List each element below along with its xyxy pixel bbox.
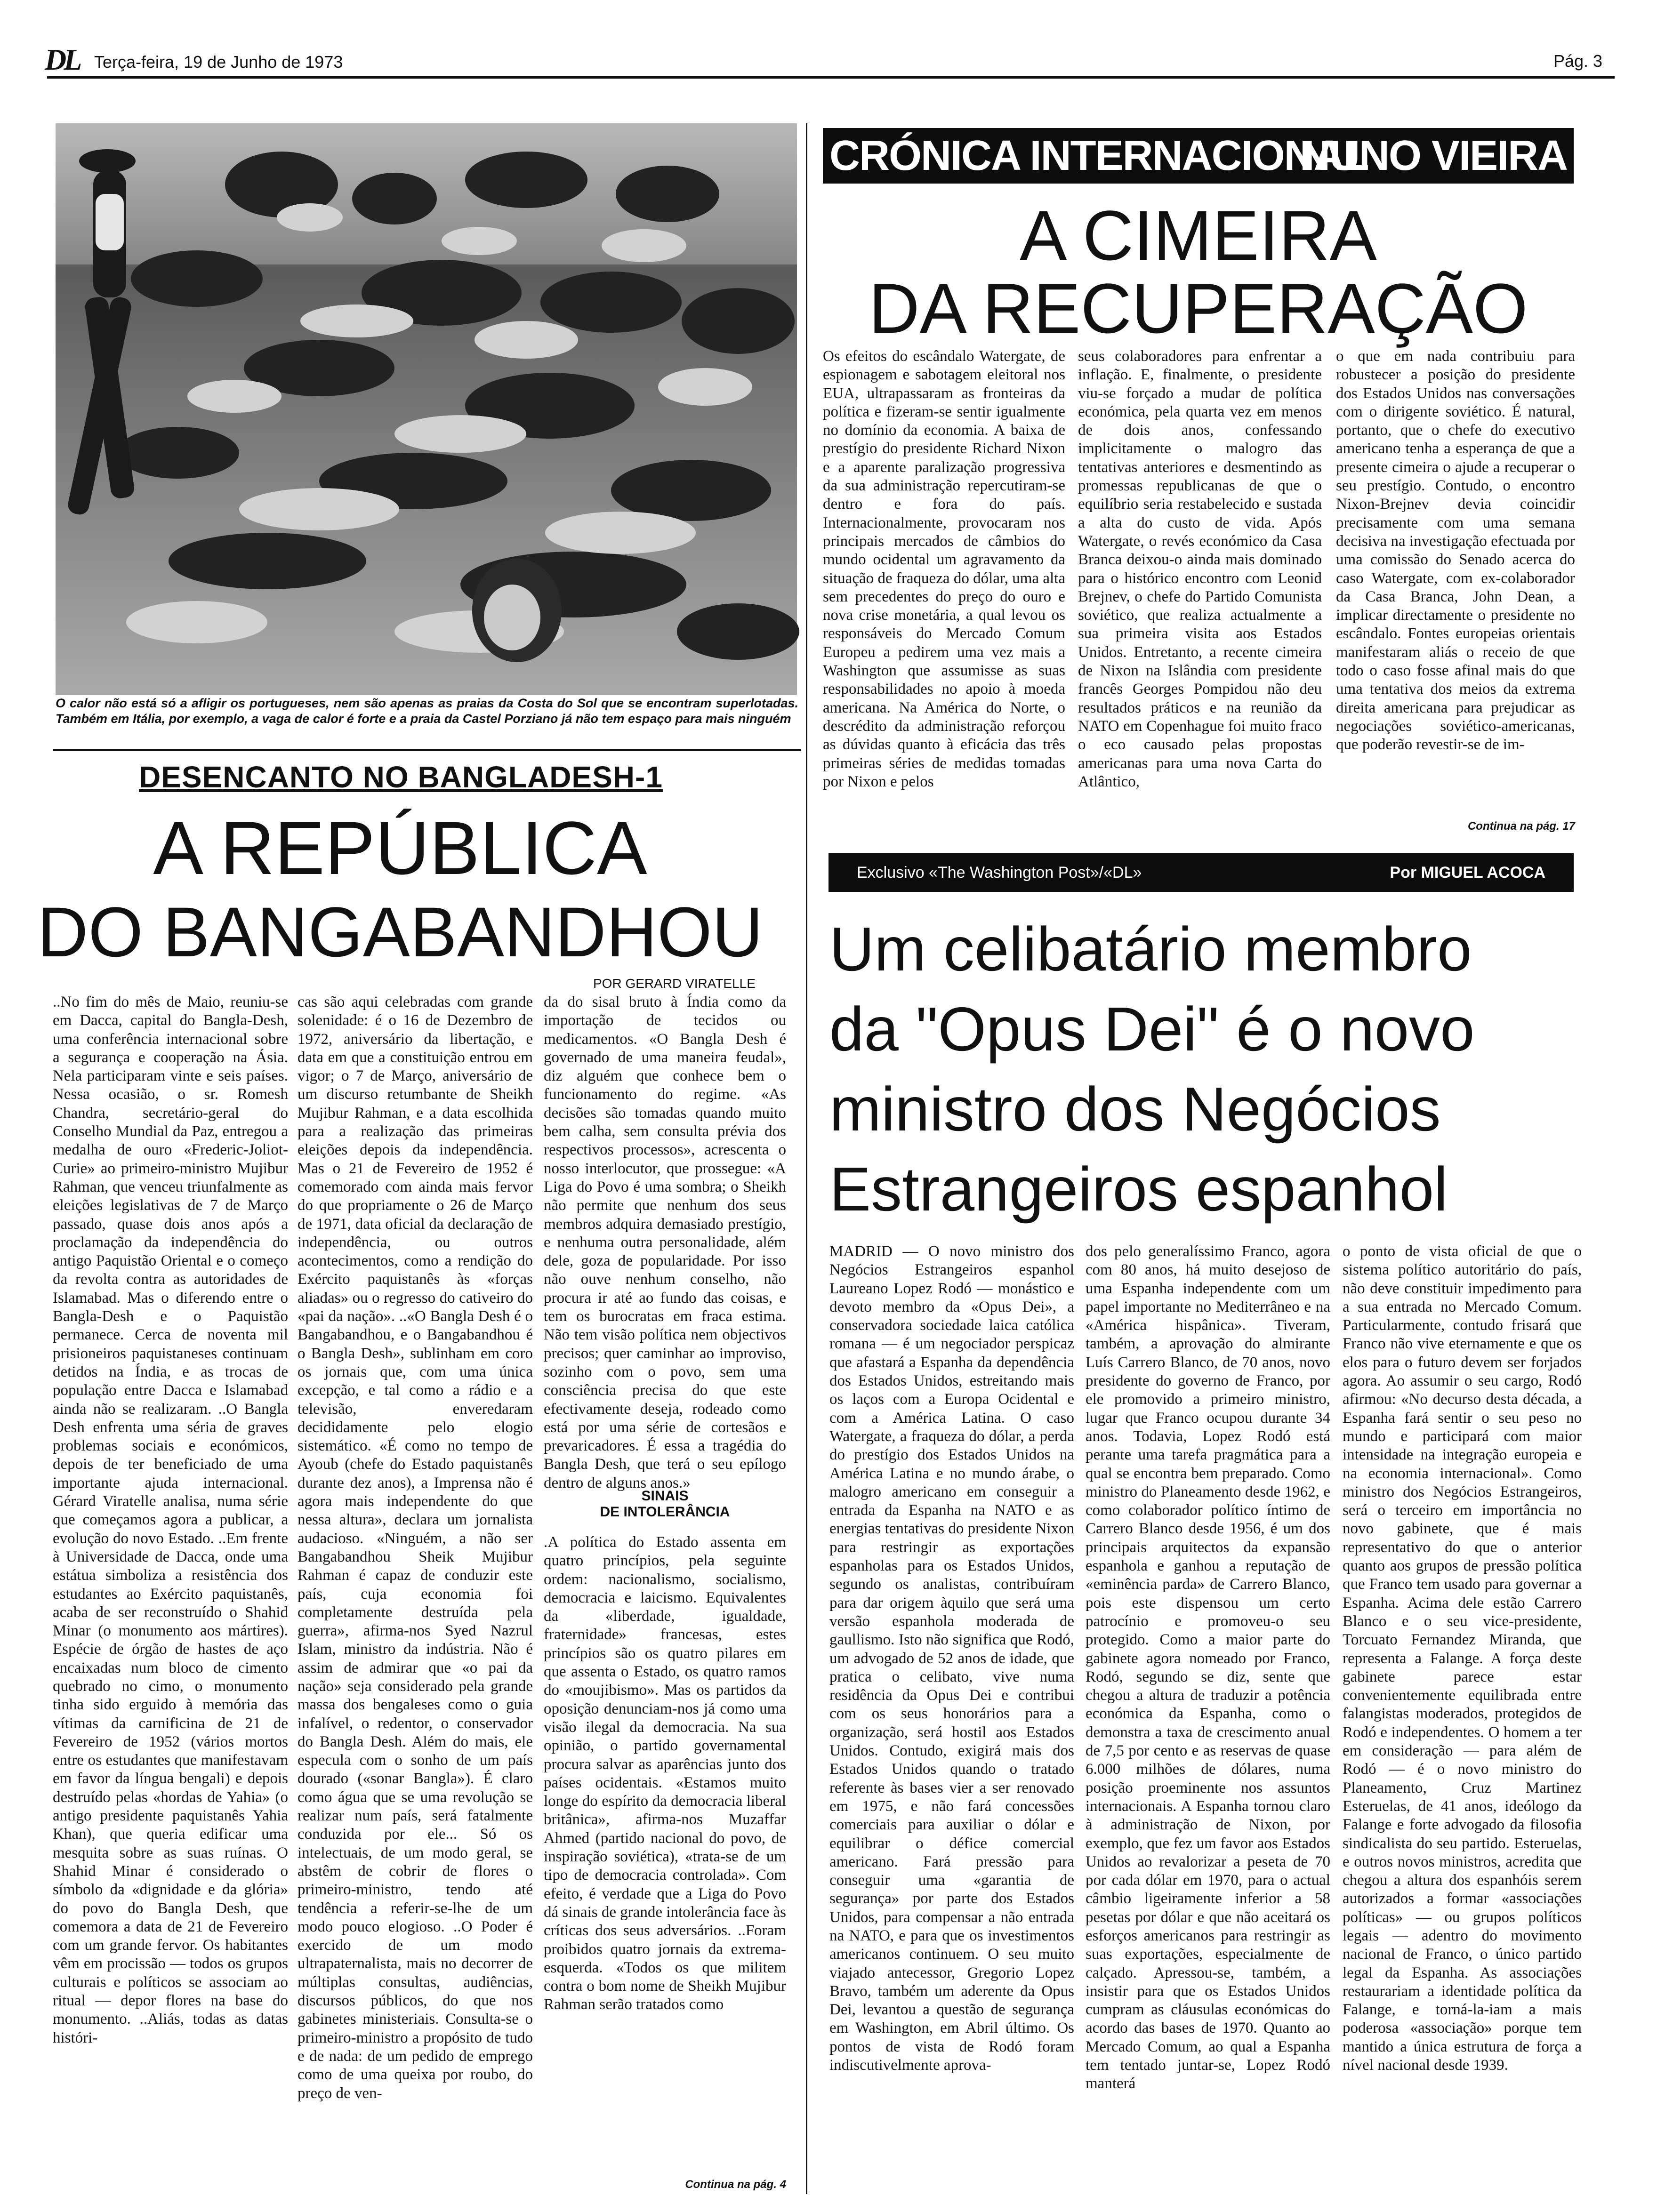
page-number: Pág. 3 bbox=[1553, 51, 1603, 71]
issue-date: Terça-feira, 19 de Junho de 1973 bbox=[94, 52, 343, 72]
caption-rule bbox=[53, 749, 801, 751]
bangladesh-continua: Continua na pág. 4 bbox=[685, 2178, 786, 2191]
cronica-author: NUNO VIEIRA bbox=[1299, 132, 1567, 179]
bangladesh-column-2: cas são aqui celebradas com grande solenidade: é o 16 de Dezembro de 1972, aniversário da libertação, e data em que a constituição entrou em vigor; o 7 de Março, aniversário de um discurso retumbante de Sheikh Mujibur Rahman, e a data escolhida para a realização das primeiras eleições depois da independência. Mas o 21 de Fevereiro de 1952 é comemorado com ainda mais fervor do que propriamente o 26 de Março de 1971, data oficial da declaração de independência, ou outros acontecimentos, como a rendição do Exército paquistanês às «forças aliadas» ou o regresso do cativeiro do «pai da nação». ..«O Bangla Desh é o Bangabandhou, e o Bangabandhou é o Bangla Desh», sublinham em coro os jornais que, com uma única excepção, e tal como a rádio e a televisão, enveredaram decididamente pelo elogio sistemático. «É como no tempo de Ayoub (chefe do Estado paquistanês durante dez anos), a Imprensa não é agora mais independente do que nessa altura», declara um jornalista audacioso. «Ninguém, a não ser Bangabandhou Sheik Mujibur Rahman é capaz de conduzir este país, cuja economia foi completamente destruída pela guerra», afirma-nos Syed Nazrul Islam, ministro da indústria. Não é assim de admirar que «o pai da nação» seja considerado pela grande massa dos bengaleses como o guia infalível, o redentor, o conservador do Bangla Desh. Além do mais, ele especula com o sonho de um país dourado («sonar Bangla»). É claro como água que se uma revolução se realizar num país, será fatalmente conduzida por ele... Só os intelectuais, de um modo geral, se abstêm de cobrir de flores o primeiro-ministro, tendo até tendência a referir-se-lhe de um modo pouco elogioso. ..O Poder é exercido de um modo ultrapaternalista, mais no decorrer de múltiplas consultas, audiências, discursos públicos, do que nos gabinetes ministeriais. Consulta-se o primeiro-ministro a propósito de tudo e de nada: de um pedido de emprego como de uma queixa por roubo, do preço de ven- bbox=[298, 994, 533, 2102]
photo-caption: O calor não está só a afligir os portugueses, nem são apenas as praias da Costa do Sol que se encontram superlotadas. Também em Itália, por exemplo, a vaga de calor é forte e a praia da Castel Porziano já não tem espaço para mais ninguém bbox=[56, 696, 798, 726]
opus-column-2: dos pelo generalíssimo Franco, agora com 80 anos, há muito desejoso de uma Espanha independente com um papel importante no Mediterrâneo e na «América hispânica». Tiveram, também, a aprovação do almirante Luís Carrero Blanco, de 70 anos, novo presidente do governo de Franco, por ele promovido a primeiro ministro, lugar que Franco ocupou durante 34 anos. Todavia, Lopez Rodó está perante uma tarefa pragmática para a qual se encontra bem preparado. Como ministro do Planeamento desde 1962, e como colaborador político íntimo de Carrero Blanco desde 1956, é um dos principais arquitectos da expansão espanhola e ganhou a reputação de «eminência parda» de Carrero Blanco, pois este dispensou um certo patrocínio e promoveu-o seu protegido. Como a maior parte do gabinete agora nomeado por Franco, Rodó, segundo se diz, sente que chegou a altura de traduzir a potência económica da Espanha, como o demonstra a taxa de crescimento anual de 7,5 por cento e as reservas de quase 6.000 milhões de dólares, numa posição proeminente nos assuntos internacionais. A Espanha tornou claro à administração de Nixon, por exemplo, que fez um favor aos Estados Unidos ao revalorizar a peseta de 70 por cada dólar em 1970, para o actual câmbio ligeiramente inferior a 58 pesetas por dólar e que não aceitará os esforços americanos para restringir as suas exportações, especialmente de calçado. Apressou-se, também, a insistir para que os Estados Unidos cumpram as cláusulas económicas do acordo das bases de 1970. Quanto ao Mercado Comum, ao qual a Espanha tem tentado juntar-se, Lopez Rodó manterá bbox=[1086, 1243, 1330, 2092]
cronica-headline-line2: DA RECUPERAÇÃO bbox=[869, 269, 1528, 348]
bangladesh-headline-line1: A REPÚBLICA bbox=[153, 806, 647, 890]
cronica-column-1: Os efeitos do escândalo Watergate, de espionagem e sabotagem eleitoral nos EUA, ultrapassaram as fronteiras da política e fizeram-se sentir igualmente no domínio da economia. A baixa de prestígio do presidente Richard Nixon e a aparente paralização progressiva da sua administração repercutiram-se dentro e fora do país. Internacionalmente, provocaram nos principais mercados de câmbios do mundo ocidental um agravamento da situação de fraqueza do dólar, uma alta sem precedentes do preço do ouro e nova crise monetária, a qual levou os responsáveis do Mercado Comum Europeu a pedirem uma vez mais a Washington que assumisse as suas responsabilidades no apoio à moeda americana. Na América do Norte, o descrédito da administração reforçou as dúvidas quanto à eficácia das três primeiras séries de medidas tomadas por Nixon e pelos bbox=[823, 348, 1065, 790]
opus-column-3: o ponto de vista oficial de que o sistema político autoritário do país, não deve constituir impedimento para a sua entrada no Mercado Comum. Particularmente, contudo frisará que Franco não vive eternamente e que os elos para o futuro devem ser forjados agora. Ao assumir o seu cargo, Rodó afirmou: «No decurso desta década, a Espanha fará sentir o seu peso no mundo e participará com maior intensidade na integração europeia e na economia internacional». Como ministro dos Negócios Estrangeiros, será o terceiro em importância no novo gabinete, que é mais representativo do que o anterior quanto aos grupos de pressão política que Franco tem usado para governar a Espanha. Acima dele estão Carrero Blanco e o seu vice-presidente, Torcuato Fernandez Miranda, que representa a Falange. A força deste gabinete parece estar convenientemente equilibrada entre falangistas moderados, protegidos de Rodó e independentes. O homem a ter em consideração — para além de Rodó — é o novo ministro do Planeamento, Cruz Martinez Esteruelas, de 41 anos, ideólogo da Falange e forte advogado da filosofia sindicalista do seu partido. Esteruelas, e outros novos ministros, acredita que chegou a altura dos espanhóis serem autorizados a formar «associações políticas» — ou grupos políticos legais — adentro do movimento nacional de Franco, o único partido legal da Espanha. As associações restaurariam a identidade política da Falange, e torná-la-iam a mais poderosa «associação» porque tem mantido a única estrutura de força a nível nacional desde 1939. bbox=[1343, 1243, 1582, 2074]
bangladesh-column-3-bottom: .A política do Estado assenta em quatro princípios, pela seguinte ordem: nacionalismo, socialismo, democracia e laicismo. Equivalentes da «liberdade, igualdade, fraternidade» francesas, estes princípios são os quatro pilares em que assenta o Estado, os quatro ramos do «moujibismo». Mas os partidos da oposição denunciam-nos já como uma visão ilegal da democracia. Na sua opinião, o partido governamental procura salvar as aparências junto dos países ocidentais. «Estamos muito longe do espírito da democracia liberal britânica», afirma-nos Muzaffar Ahmed (partido nacional do povo, de inspiração soviética), «trata-se de um tipo de democracia controlada». Com efeito, é verdade que a Liga do Povo dá sinais de grande intolerância face às críticas dos seus adversários. ..Foram proibidos quatro jornais da extrema-esquerda. «Todos os que militem contra o bom nome de Sheikh Mujibur Rahman serão tratados como bbox=[544, 1534, 786, 2013]
cronica-section-label: CRÓNICA INTERNACIONAL bbox=[829, 132, 1368, 179]
bangladesh-kicker: DESENCANTO NO BANGLADESH-1 bbox=[139, 760, 663, 794]
bangladesh-column-1: ..No fim do mês de Maio, reuniu-se em Dacca, capital do Bangla-Desh, uma conferência internacional sobre a segurança e cooperação na Ásia. Nela participaram vinte e seis países. Nessa ocasião, o sr. Romesh Chandra, secretário-geral do Conselho Mundial da Paz, entregou a medalha de ouro «Frederic-Joliot-Curie» ao primeiro-ministro Mujibur Rahman, que venceu triunfalmente as eleições legislativas de 7 de Março passado, quase dois anos após a proclamação da independência do antigo Paquistão Oriental e o começo da revolta contra as autoridades de Islamabad. Mas o diferendo entre o Bangla-Desh e o Paquistão permanece. Cerca de noventa mil prisioneiros paquistaneses continuam detidos na Índia, e as trocas de população entre Dacca e Islamabad ainda não se realizaram. ..O Bangla Desh enfrenta uma séria de graves problemas sociais e económicos, depois de ter beneficiado de uma importante ajuda internacional. Gérard Viratelle analisa, numa série que começamos agora a publicar, a evolução do novo Estado. ..Em frente à Universidade de Dacca, onde uma estátua simboliza a resistência dos estudantes ao Exército paquistanês, acaba de ser reconstruído o Shahid Minar (o monumento aos mártires). Espécie de órgão de hastes de aço encaixadas num bloco de cimento quebrado no cimo, o monumento tinha sido erguido à memória das vítimas da carnificina de 21 de Fevereiro de 1952 (vários mortos entre os estudantes que manifestavam em favor da língua bengali) e depois destruído pelas «hordas de Yahia» (o antigo presidente paquistanês Yahia Khan), que queria edificar uma mesquita sobre as suas ruínas. O Shahid Minar é considerado o símbolo da «dignidade e da glória» do povo do Bangla Desh, que comemora a data de 21 de Fevereiro com um grande fervor. Os habitantes vêm em procissão — todos os grupos culturais e políticos se associam ao ritual — depor flores na base do monumento. ..Aliás, todas as datas históri- bbox=[53, 994, 288, 2046]
bangladesh-column-3-top: da do sisal bruto à Índia como da importação de tecidos ou medicamentos. «O Bangla Desh é governado de uma maneira feudal», diz alguém que conhece bem o funcionamento do regime. «As decisões são tomadas quando muito bem calha, sem consulta prévia dos respectivos processos», acrescenta o nosso interlocutor, que prossegue: «A Liga do Povo é uma sombra; o Sheikh não permite que nenhum dos seus membros adquira demasiado prestígio, e nenhuma outra personalidade, além dele, goza de popularidade. Por isso não ouve nenhum conselho, não procura ir até ao fundo das coisas, e tem os burocratas em fraca estima. Não tem visão política nem objectivos precisos; quer caminhar ao improviso, sozinho com o povo, sem uma consciência precisa do que este efectivamente deseja, rodeado como está por uma série de cortesãos e prevaricadores. É essa a tragédia do Bangla Desh, que terá o seu epílogo dentro de alguns anos.» bbox=[544, 994, 786, 1491]
bangladesh-headline-line2: DO BANGABANDHOU bbox=[37, 892, 763, 971]
opus-byline: Por MIGUEL ACOCA bbox=[1390, 864, 1545, 882]
beach-photo-image bbox=[56, 123, 797, 695]
column-divider bbox=[806, 123, 807, 2194]
exclusive-banner bbox=[828, 853, 1574, 892]
subhead-sinais: SINAIS bbox=[641, 1488, 689, 1504]
header-rule bbox=[47, 76, 1615, 79]
cronica-continua: Continua na pág. 17 bbox=[1467, 820, 1575, 833]
cronica-headline-line1: A CIMEIRA bbox=[1020, 196, 1377, 275]
masthead-logo: DL bbox=[45, 43, 80, 76]
opus-headline-line4: Estrangeiros espanhol bbox=[829, 1154, 1448, 1224]
subhead-intolerancia: DE INTOLERÂNCIA bbox=[600, 1504, 730, 1520]
opus-headline-line2: da "Opus Dei" é o novo bbox=[829, 994, 1475, 1064]
exclusive-label: Exclusivo «The Washington Post»/«DL» bbox=[857, 864, 1142, 882]
beach-photo bbox=[56, 123, 797, 695]
opus-column-1: MADRID — O novo ministro dos Negócios Estrangeiros espanhol Laureano Lopez Rodó — monástico e devoto membro da «Opus Dei», a conservadora sociedade laica católica romana — é um negociador perspicaz que afastará a Espanha da dependência dos Estados Unidos, estreitando mais os laços com a Europa Ocidental e com a América Latina. O caso Watergate, a fraqueza do dólar, a perda do prestígio dos Estados Unidos na América Latina e no mundo árabe, o malogro americano em conseguir a entrada da Espanha na NATO e as energias tentativas do presidente Nixon para restringir as exportações espanholas para os Estados Unidos, segundo os analistas, contribuíram para dar origem àquilo que será uma versão espanhola moderada de gaullismo. Isto não significa que Rodó, um advogado de 52 anos de idade, que pratica o celibato, vive numa residência da Opus Dei e contribui com os seus honorários para a organização, será hostil aos Estados Unidos. Contudo, exigirá mais dos Estados Unidos quando o tratado referente às bases vier a ser renovado em 1975, e não fará concessões comerciais para auxiliar o dólar e equilibrar o défice comercial americano. Fará pressão para conseguir uma «garantia de segurança» por parte dos Estados Unidos, para compensar a não entrada na NATO, e para que os investimentos americanos continuem. O seu muito viajado antecessor, Gregorio Lopez Bravo, também um aderente da Opus Dei, levantou a questão de segurança em Washington, em Abril último. Os pontos de vista de Rodó foram indiscutivelmente aprova- bbox=[829, 1243, 1074, 2074]
opus-headline-line3: ministro dos Negócios bbox=[829, 1074, 1441, 1144]
opus-headline-line1: Um celibatário membro bbox=[829, 914, 1472, 984]
bangladesh-byline: POR GERARD VIRATELLE bbox=[593, 976, 756, 991]
cronica-banner bbox=[823, 128, 1574, 184]
cronica-column-2: seus colaboradores para enfrentar a inflação. E, finalmente, o presidente viu-se forçado a mudar de política económica, pela quarta vez em menos de dois anos, confessando implicitamente o malogro das tentativas anteriores e desmentindo as promessas republicanas de que o equilíbrio seria restabelecido e sustada a alta do custo de vida. Após Watergate, o revés económico da Casa Branca deixou-o ainda mais dominado para o histórico encontro com Leonid Brejnev, o chefe do Partido Comunista soviético, que realiza actualmente a sua primeira visita aos Estados Unidos. Entretanto, a recente cimeira de Nixon na Islândia com presidente francês Georges Pompidou não deu resultados práticos e na reunião da NATO em Copenhague foi muito fraco o eco causado pelas propostas americanas para uma nova Carta do Atlântico, bbox=[1078, 348, 1322, 790]
cronica-column-3: o que em nada contribuiu para robustecer a posição do presidente dos Estados Unidos nas conversações com o dirigente soviético. É natural, portanto, que o chefe do executivo americano tenha a esperança de que a presente cimeira o ajude a recuperar o seu prestígio. Contudo, o encontro Nixon-Brejnev devia coincidir precisamente com uma semana decisiva na investigação efectuada por uma comissão do Senado acerca do caso Watergate, com ex-colaborador da Casa Branca, John Dean, a implicar directamente o presidente no escândalo. Fontes europeias orientais manifestaram aliás o receio de que todo o caso fosse afinal mais do que uma tentativa dos meios da extrema direita americana para prejudicar as negociações soviético-americanas, que poderão revestir-se de im- bbox=[1336, 348, 1575, 753]
